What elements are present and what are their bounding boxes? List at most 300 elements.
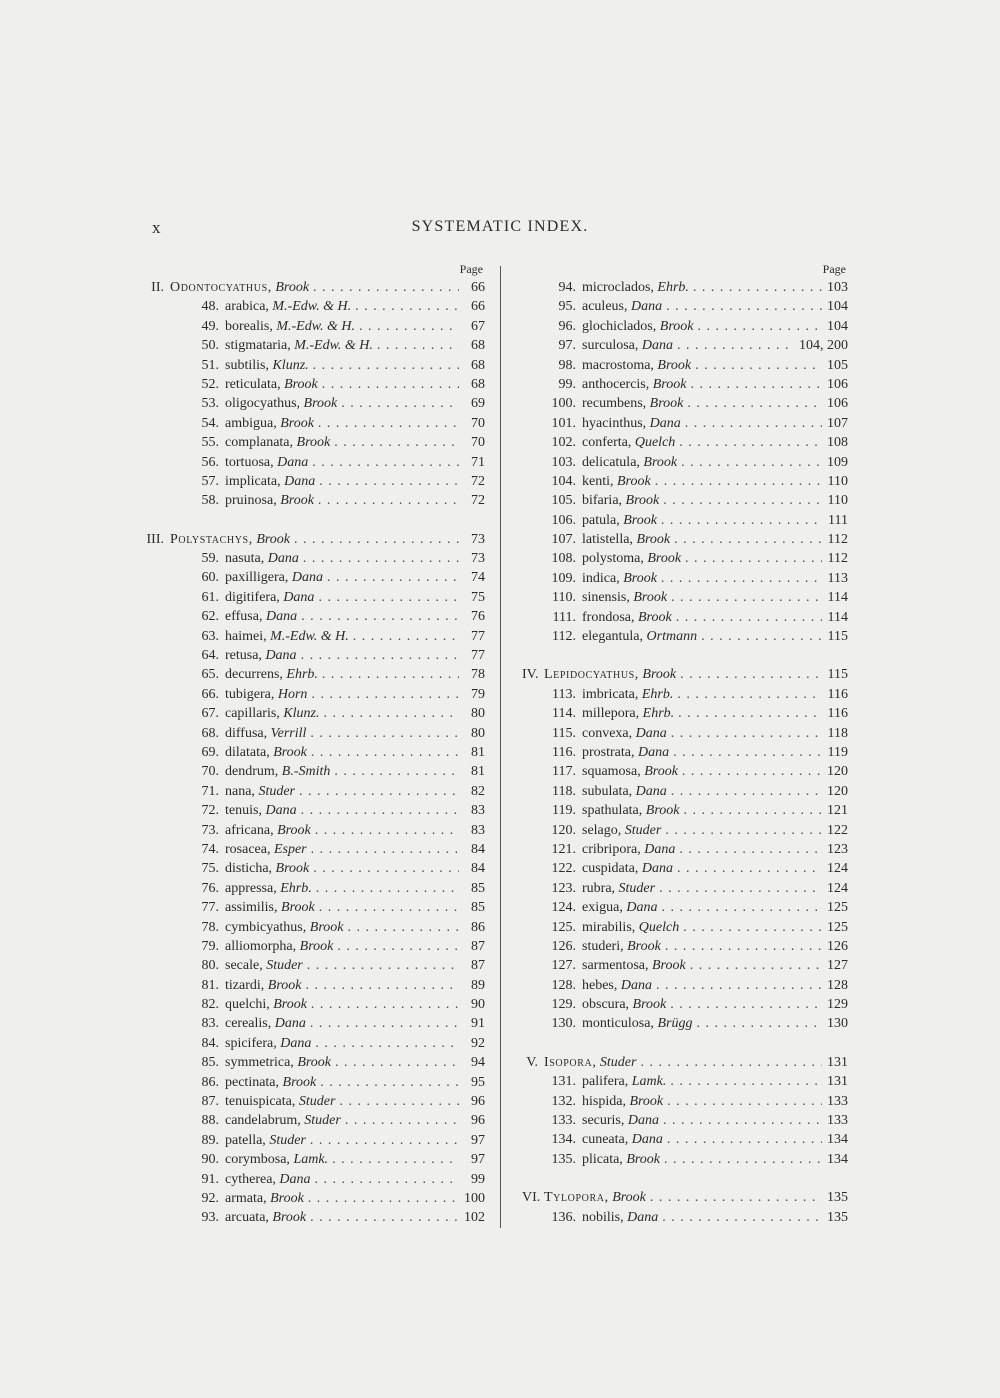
entry-page: 67 <box>471 318 485 334</box>
dot-leader <box>683 801 822 820</box>
dot-leader <box>310 1131 459 1150</box>
dot-leader <box>676 608 822 627</box>
entry-name: Polystachys, <box>170 531 253 547</box>
entry-number: 61. <box>201 589 219 605</box>
species-entry <box>140 956 485 975</box>
species-entry <box>522 608 848 627</box>
entry-page: 112 <box>827 532 848 548</box>
entry-number: 81. <box>201 977 219 993</box>
species-entry <box>140 1150 485 1169</box>
entry-page: 123 <box>827 841 848 857</box>
dot-leader <box>337 937 459 956</box>
entry-author: Brügg <box>657 1016 693 1032</box>
entry-page: 77 <box>471 628 485 644</box>
entry-name: tubigera, <box>225 686 275 702</box>
dot-leader <box>313 278 459 297</box>
entry-number: 54. <box>201 415 219 431</box>
entry-page: 85 <box>471 900 485 916</box>
entry-page: 72 <box>471 473 485 489</box>
entry-number: 73. <box>201 822 219 838</box>
dot-leader <box>334 433 459 452</box>
entry-name: nobilis, <box>582 1209 624 1225</box>
entry-page: 115 <box>827 629 848 645</box>
entry-author: Brook <box>303 396 338 412</box>
entry-author: Brook <box>638 609 672 625</box>
entry-page: 87 <box>471 938 485 954</box>
entry-author: Dana <box>284 473 316 489</box>
species-entry <box>522 414 848 433</box>
entry-number: 127. <box>551 958 576 974</box>
entry-page: 127 <box>827 958 848 974</box>
dot-leader <box>311 840 459 859</box>
entry-number: 121. <box>551 841 576 857</box>
entry-page: 126 <box>827 938 848 954</box>
species-entry <box>522 530 848 549</box>
entry-number: 88. <box>201 1113 219 1129</box>
entry-page: 78 <box>471 667 485 683</box>
entry-number: V. <box>526 1054 538 1070</box>
entry-page: 87 <box>471 958 485 974</box>
entry-page: 120 <box>827 764 848 780</box>
entry-page: 102 <box>464 1210 485 1226</box>
entry-author: Brook <box>267 977 302 993</box>
species-entry <box>140 1014 485 1033</box>
species-entry <box>140 1034 485 1053</box>
entry-page: 68 <box>471 376 485 392</box>
entry-page: 118 <box>827 725 848 741</box>
entry-name: hebes, <box>582 977 618 993</box>
entry-number: 120. <box>551 822 576 838</box>
entry-page: 113 <box>827 570 848 586</box>
entry-page: 75 <box>471 589 485 605</box>
entry-number: 111. <box>552 609 576 625</box>
species-entry <box>522 1072 848 1091</box>
entry-name: spicifera, <box>225 1035 277 1051</box>
dot-leader <box>301 607 459 626</box>
entry-name: monticulosa, <box>582 1016 654 1032</box>
species-entry <box>140 1111 485 1130</box>
entry-name: palifera, <box>582 1074 629 1090</box>
entry-author: Brook <box>652 376 687 392</box>
entry-author: Dana <box>641 861 673 877</box>
dot-leader <box>665 821 822 840</box>
entry-number: 122. <box>551 861 576 877</box>
species-entry <box>522 336 848 355</box>
dot-leader <box>332 1150 459 1169</box>
dot-leader <box>318 414 459 433</box>
species-entry <box>522 821 848 840</box>
entry-page: 134 <box>827 1132 848 1148</box>
entry-author: Brook <box>625 493 660 509</box>
entry-name: secale, <box>225 958 263 974</box>
species-entry <box>522 762 848 781</box>
entry-author: Brook <box>309 919 344 935</box>
dot-leader <box>678 704 822 723</box>
entry-name: sarmentosa, <box>582 958 649 974</box>
entry-number: 80. <box>201 958 219 974</box>
entry-author: Verrill <box>270 725 307 741</box>
species-entry <box>522 278 848 297</box>
entry-number: 57. <box>201 473 219 489</box>
species-entry <box>522 1111 848 1130</box>
dot-leader <box>305 976 459 995</box>
species-entry <box>140 356 485 375</box>
species-entry <box>522 1014 848 1033</box>
species-entry <box>140 1131 485 1150</box>
entry-number: 116. <box>552 744 576 760</box>
species-entry <box>522 491 848 510</box>
entry-number: 67. <box>201 706 219 722</box>
dot-leader <box>311 743 459 762</box>
entry-author: Brook <box>642 667 677 683</box>
entry-page: 135 <box>827 1190 848 1206</box>
species-entry <box>140 433 485 452</box>
entry-page: 116 <box>827 706 848 722</box>
entry-name: implicata, <box>225 473 281 489</box>
entry-page: 72 <box>471 493 485 509</box>
entry-author: Dana <box>265 609 298 625</box>
entry-name: effusa, <box>225 609 263 625</box>
entry-number: 89. <box>201 1132 219 1148</box>
entry-author: Brook <box>256 531 291 547</box>
entry-name: indica, <box>582 570 620 586</box>
entry-author: Dana <box>649 415 681 431</box>
entry-name: nasuta, <box>225 551 265 567</box>
entry-number: 128. <box>551 977 576 993</box>
dot-leader <box>315 1034 459 1053</box>
dot-leader <box>685 414 822 433</box>
entry-name: oligocyathus, <box>225 396 301 412</box>
entry-page: 82 <box>471 783 485 799</box>
entry-number: VI. <box>522 1190 541 1206</box>
entry-number: 135. <box>551 1151 576 1167</box>
dot-leader <box>319 898 459 917</box>
entry-author: Brook <box>280 415 314 431</box>
entry-author: Brook <box>297 1055 332 1071</box>
dot-leader <box>663 491 822 510</box>
dot-leader <box>673 743 822 762</box>
entry-author: Dana <box>635 725 667 741</box>
species-entry <box>522 840 848 859</box>
entry-number: 66. <box>201 686 219 702</box>
entry-page: 90 <box>471 997 485 1013</box>
entry-number: 94. <box>558 280 576 295</box>
entry-number: 48. <box>201 299 219 315</box>
species-entry <box>522 511 848 530</box>
entry-name: cerealis, <box>225 1016 272 1032</box>
entry-author: Dana <box>265 648 297 664</box>
entry-name: complanata, <box>225 435 294 451</box>
entry-number: 91. <box>201 1171 219 1187</box>
dot-leader <box>345 1111 459 1130</box>
entry-name: haimei, <box>225 628 267 644</box>
entry-author: Brook <box>296 435 331 451</box>
dot-leader <box>667 1092 822 1111</box>
entry-author: Klunz. <box>272 357 309 373</box>
entry-author: Studer <box>624 822 662 838</box>
entry-name: obscura, <box>582 997 630 1013</box>
entry-author: M.-Edw. & H. <box>270 628 349 644</box>
entry-page: 104 <box>827 318 848 334</box>
entry-page: 129 <box>827 997 848 1013</box>
species-entry <box>140 665 485 684</box>
entry-number: 86. <box>201 1074 219 1090</box>
entry-name: cymbicyathus, <box>225 919 307 935</box>
dot-leader <box>316 879 459 898</box>
entry-name: dilatata, <box>225 744 270 760</box>
dot-leader <box>324 704 460 723</box>
entry-page: 89 <box>471 977 485 993</box>
dot-leader <box>661 511 822 530</box>
entry-page: 74 <box>471 570 485 586</box>
entry-name: imbricata, <box>582 686 639 702</box>
entry-page: 103 <box>827 280 848 295</box>
entry-page: 115 <box>827 667 848 683</box>
entry-author: Brook <box>277 822 311 838</box>
entry-page: 73 <box>471 551 485 567</box>
entry-page: 79 <box>471 686 485 702</box>
entry-author: Brook <box>647 551 682 567</box>
entry-page: 107 <box>827 415 848 431</box>
entry-name: retusa, <box>225 648 262 664</box>
entry-name: hispida, <box>582 1093 626 1109</box>
species-entry <box>140 898 485 917</box>
dot-leader <box>310 1208 459 1227</box>
entry-name: patula, <box>582 512 620 528</box>
species-entry <box>140 549 485 568</box>
column-divider <box>500 266 501 1228</box>
entry-author: Studer <box>599 1054 637 1070</box>
entry-page: 81 <box>471 744 485 760</box>
entry-number: 60. <box>201 570 219 586</box>
entry-number: II. <box>151 280 164 295</box>
entry-author: Brook <box>632 997 667 1013</box>
entry-name: pectinata, <box>225 1074 280 1090</box>
dot-leader <box>677 685 822 704</box>
entry-number: 92. <box>201 1190 219 1206</box>
entry-name: cribripora, <box>582 841 641 857</box>
entry-name: squamosa, <box>582 764 641 780</box>
dot-leader <box>308 1189 459 1208</box>
entry-number: 82. <box>201 997 219 1013</box>
species-entry <box>522 704 848 723</box>
dot-leader <box>327 568 459 587</box>
entry-page: 77 <box>471 648 485 664</box>
species-entry <box>140 937 485 956</box>
entry-number: 119. <box>552 803 576 819</box>
entry-page: 104, 200 <box>799 338 848 354</box>
entry-number: 87. <box>201 1094 219 1110</box>
species-entry <box>522 898 848 917</box>
entry-page: 69 <box>471 396 485 412</box>
entry-author: Dana <box>641 338 674 354</box>
entry-number: 112. <box>552 629 576 645</box>
entry-name: sinensis, <box>582 590 630 606</box>
entry-page: 131 <box>827 1054 848 1070</box>
entry-name: africana, <box>225 822 274 838</box>
species-entry <box>140 685 485 704</box>
entry-page: 106 <box>827 376 848 392</box>
entry-number: 53. <box>201 396 219 412</box>
entry-name: kenti, <box>582 473 614 489</box>
entry-page: 119 <box>827 744 848 760</box>
entry-name: tizardi, <box>225 977 265 993</box>
species-entry <box>140 297 485 316</box>
entry-author: Dana <box>265 803 297 819</box>
entry-number: 65. <box>201 667 219 683</box>
dot-leader <box>650 1188 822 1207</box>
entry-author: Dana <box>280 1035 312 1051</box>
entry-name: polystoma, <box>582 551 644 567</box>
page-column-label: Page <box>459 262 483 276</box>
entry-number: 56. <box>201 454 219 470</box>
species-entry <box>140 375 485 394</box>
entry-author: Brook <box>645 803 680 819</box>
entry-page: 108 <box>827 435 848 451</box>
entry-page: 83 <box>471 803 485 819</box>
dot-leader <box>674 530 822 549</box>
entry-author: Dana <box>277 454 309 470</box>
entry-number: 107. <box>551 532 576 548</box>
entry-name: nana, <box>225 783 255 799</box>
dot-leader <box>311 685 459 704</box>
entry-name: tenuispicata, <box>225 1094 296 1110</box>
species-entry <box>140 336 485 355</box>
dot-leader <box>307 956 459 975</box>
entry-page: 66 <box>471 299 485 315</box>
species-entry <box>140 1170 485 1189</box>
entry-page: 110 <box>827 473 848 489</box>
species-entry <box>522 317 848 336</box>
dot-leader <box>664 1150 822 1169</box>
entry-page: 125 <box>827 919 848 935</box>
dot-leader <box>377 336 459 355</box>
entry-number: 110. <box>552 590 576 606</box>
species-entry <box>140 1092 485 1111</box>
dot-leader <box>701 627 822 646</box>
entry-number: 79. <box>201 938 219 954</box>
dot-leader <box>661 569 822 588</box>
entry-author: Quelch <box>638 919 680 935</box>
entry-page: 121 <box>827 803 848 819</box>
dot-leader <box>683 918 822 937</box>
entry-number: 75. <box>201 861 219 877</box>
entry-page: 68 <box>471 338 485 354</box>
entry-page: 124 <box>827 880 848 896</box>
folio: x <box>152 218 161 237</box>
entry-name: microclados, <box>582 280 654 295</box>
dot-leader <box>319 472 459 491</box>
entry-author: Dana <box>626 900 658 916</box>
entry-page: 134 <box>827 1151 848 1167</box>
entry-number: 64. <box>201 648 219 664</box>
entry-author: Dana <box>637 744 670 760</box>
entry-number: 50. <box>201 338 219 354</box>
entry-name: diffusa, <box>225 725 268 741</box>
entry-author: Brook <box>282 1074 317 1090</box>
species-entry <box>140 414 485 433</box>
entry-name: assimilis, <box>225 900 278 916</box>
species-entry <box>140 724 485 743</box>
entry-author: Ortmann <box>646 629 698 645</box>
entry-name: patella, <box>225 1132 266 1148</box>
entry-name: elegantula, <box>582 629 644 645</box>
entry-name: rubra, <box>582 880 616 896</box>
entry-author: Dana <box>644 841 676 857</box>
entry-number: 71. <box>201 783 219 799</box>
species-entry <box>522 782 848 801</box>
entry-author: Dana <box>630 299 663 315</box>
entry-name: frondosa, <box>582 609 635 625</box>
dot-leader <box>677 336 795 355</box>
entry-list-left <box>140 278 485 1228</box>
species-entry <box>140 782 485 801</box>
entry-author: Dana <box>279 1171 311 1187</box>
dot-leader <box>315 1170 459 1189</box>
entry-page: 133 <box>827 1113 848 1129</box>
species-entry <box>140 801 485 820</box>
dot-leader <box>670 995 822 1014</box>
entry-page: 106 <box>827 396 848 412</box>
dot-leader <box>656 976 822 995</box>
entry-number: 133. <box>551 1113 576 1129</box>
entry-name: studeri, <box>582 938 624 954</box>
entry-number: 84. <box>201 1035 219 1051</box>
species-entry <box>140 879 485 898</box>
entry-name: recumbens, <box>582 396 647 412</box>
species-entry <box>522 879 848 898</box>
species-entry <box>522 724 848 743</box>
entry-number: 52. <box>201 376 219 392</box>
species-entry <box>140 317 485 336</box>
species-entry <box>522 549 848 568</box>
dot-leader <box>311 995 459 1014</box>
entry-author: Dana <box>291 570 323 586</box>
species-entry <box>522 375 848 394</box>
entry-author: Klunz. <box>283 706 320 722</box>
entry-number: 83. <box>201 1016 219 1032</box>
dot-leader <box>679 433 822 452</box>
entry-name: symmetrica, <box>225 1055 294 1071</box>
entry-name: subtilis, <box>225 357 269 373</box>
species-entry <box>140 607 485 626</box>
entry-name: latistella, <box>582 532 633 548</box>
entry-author: Brook <box>275 861 310 877</box>
entry-number: 68. <box>201 725 219 741</box>
entry-name: borealis, <box>225 318 273 334</box>
entry-author: Brook <box>643 454 678 470</box>
species-entry <box>140 1208 485 1227</box>
dot-leader <box>313 356 459 375</box>
entry-author: Brook <box>612 1190 646 1206</box>
entry-number: 126. <box>551 938 576 954</box>
entry-name: prostrata, <box>582 744 635 760</box>
dot-leader <box>665 937 822 956</box>
species-entry <box>522 472 848 491</box>
entry-name: appressa, <box>225 880 277 896</box>
species-entry <box>140 588 485 607</box>
entry-page: 70 <box>471 435 485 451</box>
dot-leader <box>315 821 459 840</box>
entry-number: 70. <box>201 764 219 780</box>
entry-author: Brook <box>299 938 334 954</box>
species-entry <box>522 453 848 472</box>
entry-name: tortuosa, <box>225 454 274 470</box>
entry-author: Brook <box>627 938 661 954</box>
entry-page: 110 <box>827 493 848 509</box>
genus-entry <box>522 665 848 684</box>
entry-name: glochiclados, <box>582 318 657 334</box>
